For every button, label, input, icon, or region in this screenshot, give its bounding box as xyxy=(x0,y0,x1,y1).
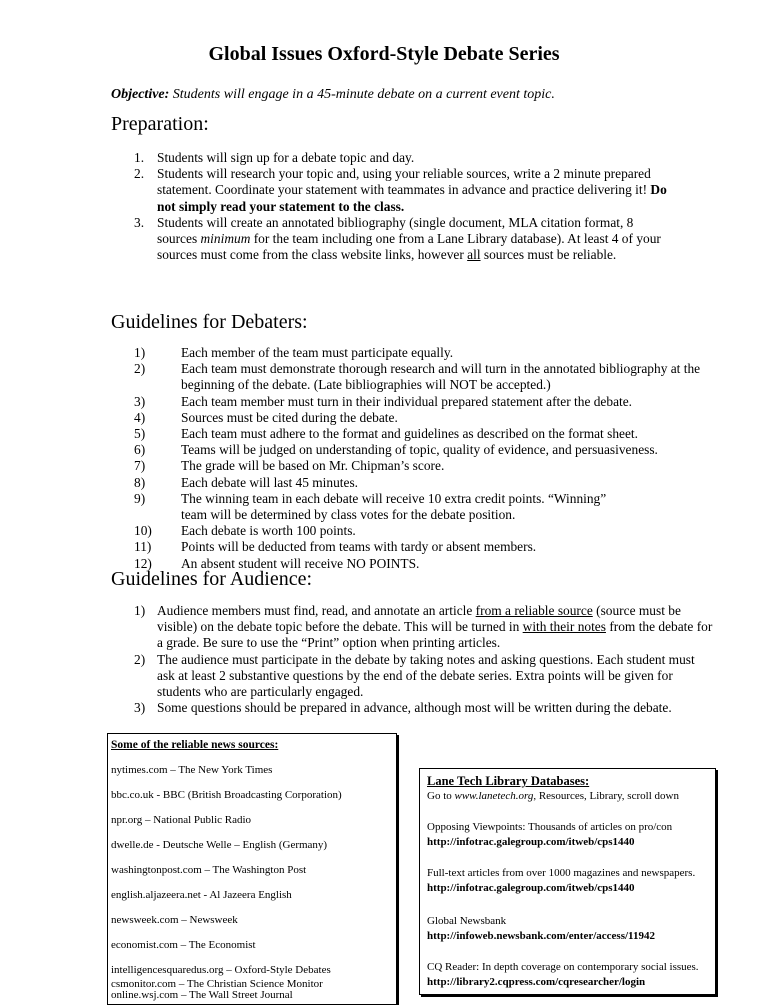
page-title: Global Issues Oxford-Style Debate Series xyxy=(208,43,560,65)
library-heading xyxy=(427,774,589,789)
item-number: 9) xyxy=(134,490,146,506)
item-text: An absent student will receive NO POINTS. xyxy=(181,555,420,571)
item-text: Some questions should be prepared in advance, although most will be written during the debate. xyxy=(157,700,672,716)
item-text: Each member of the team must participate equally. xyxy=(181,345,454,360)
item-number: 5) xyxy=(134,426,146,442)
news-source-item: economist.com – The Economist xyxy=(111,939,256,951)
item-text: Students will create an annotated bibliography (single document, MLA citation format, 8 sources xyxy=(157,214,634,247)
item-text: Each team must adhere to the format and guidelines as described on the format sheet. xyxy=(181,426,638,442)
item-number: 3. xyxy=(134,214,145,230)
objective-label: Objective: xyxy=(111,87,170,102)
database-desc: Global Newsbank xyxy=(427,915,507,927)
item-text-underline: with their notes xyxy=(522,619,606,635)
item-text: The grade will be based on Mr. Chipman’s score. xyxy=(181,458,445,474)
list-item xyxy=(134,475,714,491)
item-text: Each team must demonstrate thorough research and will turn in the annotated bibliography at the beginning of the debate. (Late bibliographies will NOT be accepted.) xyxy=(181,361,701,393)
list-item xyxy=(134,345,714,361)
item-number: 7) xyxy=(134,458,146,474)
audience-list xyxy=(134,603,714,716)
item-number: 1. xyxy=(134,150,145,165)
go-to-text: Go to xyxy=(427,790,455,802)
list-item xyxy=(134,523,714,539)
list-item xyxy=(134,150,669,166)
item-number: 1) xyxy=(134,345,146,360)
list-item xyxy=(134,394,714,410)
item-number: 8) xyxy=(134,474,146,490)
news-sources-heading-colon: : xyxy=(274,739,279,751)
item-text: sources must be reliable. xyxy=(480,247,617,263)
list-item xyxy=(134,166,669,215)
database-url[interactable]: http://infoweb.newsbank.com/enter/access/11942 xyxy=(427,930,655,942)
preparation-heading: Preparation: xyxy=(111,113,209,135)
item-text: The audience must participate in the debate by taking notes and asking questions. Each student must ask at least 2 substantive questions by the end of the debate series. Extra points will be given for students who are particularly engaged. xyxy=(157,651,695,700)
item-text: The winning team in each debate will receive 10 extra credit points. “Winning” team will be determined by class votes for the debate position. xyxy=(181,490,607,523)
item-text: Points will be deducted from teams with tardy or absent members. xyxy=(181,539,537,555)
news-source-item: nytimes.com – The New York Times xyxy=(111,764,273,776)
library-go-to xyxy=(427,790,679,802)
library-heading-colon: : xyxy=(585,774,590,788)
database-url[interactable]: http://infotrac.galegroup.com/itweb/cps1440 xyxy=(427,836,635,848)
item-number: 1) xyxy=(134,603,146,618)
news-source-item: intelligencesquaredus.org – Oxford-Style Debates xyxy=(111,964,331,976)
item-text: Audience members must find, read, and annotate an article xyxy=(157,603,476,618)
item-text: Each debate will last 45 minutes. xyxy=(181,474,359,490)
item-text: Each debate is worth 100 points. xyxy=(181,523,356,539)
item-number: 4) xyxy=(134,409,146,425)
item-text: Students will research your topic and, using your reliable sources, write a 2 minute prepared statement. Coordinate your statement with teammates in advance and practice delivering it! xyxy=(157,166,651,198)
debaters-list xyxy=(134,345,714,572)
list-item xyxy=(134,652,714,701)
item-text: for the team including one from a Lane Library database). At least 4 of your sources must come from the class website links, however xyxy=(157,231,661,263)
item-number: 3) xyxy=(134,700,146,716)
news-source-item: npr.org – National Public Radio xyxy=(111,814,252,826)
database-desc: Full-text articles from over 1000 magazines and newspapers. xyxy=(427,867,696,879)
database-desc: CQ Reader: In depth coverage on contemporary social issues. xyxy=(427,961,699,973)
news-source-item: bbc.co.uk - BBC (British Broadcasting Corporation) xyxy=(111,789,342,801)
database-url[interactable]: http://library2.cqpress.com/cqresearcher/login xyxy=(427,976,646,988)
list-item xyxy=(134,215,669,264)
item-text-bold: Do not simply read your statement to the class. xyxy=(157,182,667,214)
news-source-item: newsweek.com – Newsweek xyxy=(111,914,238,926)
list-item xyxy=(134,700,714,716)
item-text-underline: from a reliable source xyxy=(475,603,593,618)
objective xyxy=(111,87,555,103)
list-item xyxy=(134,458,714,474)
database-desc: Opposing Viewpoints: Thousands of articles on pro/con xyxy=(427,821,673,833)
news-sources-heading xyxy=(111,739,278,751)
news-sources-box xyxy=(107,733,397,1005)
objective-text: Students will engage in a 45-minute debate on a current event topic. xyxy=(169,87,555,102)
item-number: 2) xyxy=(134,361,146,377)
list-item xyxy=(134,603,714,652)
item-text: Sources must be cited during the debate. xyxy=(181,409,398,425)
debaters-heading: Guidelines for Debaters: xyxy=(111,311,308,333)
item-number: 11) xyxy=(134,539,152,555)
database-url[interactable]: http://infotrac.galegroup.com/itweb/cps1440 xyxy=(427,882,635,894)
news-source-item: csmonitor.com – The Christian Science Monitor xyxy=(111,978,323,990)
preparation-list xyxy=(134,150,669,263)
item-number: 6) xyxy=(134,442,146,458)
list-item xyxy=(134,539,714,555)
item-text: Teams will be judged on understanding of topic, quality of evidence, and persuasiveness. xyxy=(181,442,658,458)
list-item xyxy=(134,410,714,426)
go-to-url: www.lanetech.org xyxy=(454,790,534,802)
item-text-italic: minimum xyxy=(200,231,251,247)
library-databases-box xyxy=(419,768,716,995)
item-text-underline: all xyxy=(467,247,481,263)
news-sources-heading-text: Some of the reliable news sources xyxy=(111,739,275,751)
audience-heading: Guidelines for Audience: xyxy=(111,568,313,590)
list-item xyxy=(134,426,714,442)
item-text: Each team member must turn in their individual prepared statement after the debate. xyxy=(181,393,633,409)
item-number: 10) xyxy=(134,523,152,539)
list-item xyxy=(134,361,714,393)
library-heading-text: Lane Tech Library Databases xyxy=(427,774,586,788)
item-number: 3) xyxy=(134,393,146,409)
list-item xyxy=(134,442,714,458)
item-number: 12) xyxy=(134,555,152,571)
item-number: 2) xyxy=(134,651,146,667)
news-source-item: english.aljazeera.net - Al Jazeera English xyxy=(111,889,292,901)
news-source-item: washingtonpost.com – The Washington Post xyxy=(111,864,307,876)
news-source-item: online.wsj.com – The Wall Street Journal xyxy=(111,989,293,1001)
item-text: from the debate for a grade. Be sure to use the “Print” option when printing articles. xyxy=(157,619,713,651)
item-text: (source must be visible) on the debate topic before the debate. This will be turned in xyxy=(157,603,681,635)
list-item xyxy=(134,491,714,523)
item-number: 2. xyxy=(134,166,145,182)
item-text: Students will sign up for a debate topic and day. xyxy=(157,150,415,165)
go-to-text: , Resources, Library, scroll down xyxy=(533,790,679,802)
news-source-item: dwelle.de - Deutsche Welle – English (Germany) xyxy=(111,839,328,851)
